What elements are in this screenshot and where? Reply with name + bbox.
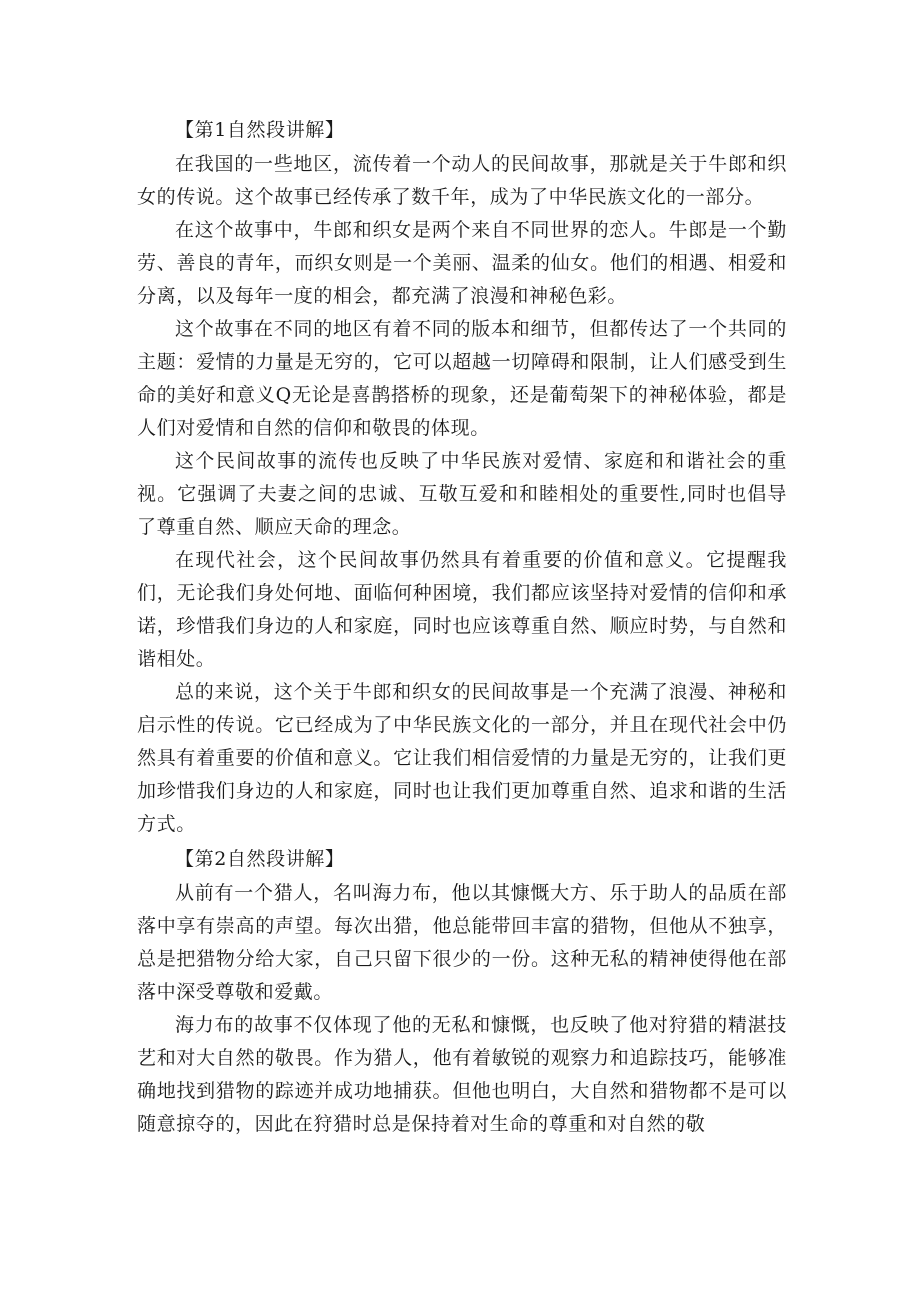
section-2-paragraph-1: 从前有一个猎人，名叫海力布，他以其慷慨大方、乐于助人的品质在部落中享有崇高的声望。每次出猎，他总能带回丰富的猎物，但他从不独享，总是把猎物分给大家，自己只留下很少的一份。这种无私的精神使得他在部落中深受尊敬和爱戴。 (137, 882, 787, 1003)
section-1-paragraph-2: 在这个故事中，牛郎和织女是两个来自不同世界的恋人。牛郎是一个勤劳、善良的青年，而织女则是一个美丽、温柔的仙女。他们的相遇、相爱和分离，以及每年一度的相会，都充满了浪漫和神秘色彩。 (137, 219, 787, 307)
section-1-paragraph-3: 这个故事在不同的地区有着不同的版本和细节，但都传达了一个共同的主题：爱情的力量是无穷的，它可以超越一切障碍和限制，让人们感受到生命的美好和意义Q无论是喜鹊搭桥的现象，还是葡萄架下的神秘体验，都是人们对爱情和自然的信仰和敬畏的体现。 (137, 318, 787, 439)
section-1-paragraph-4: 这个民间故事的流传也反映了中华民族对爱情、家庭和和谐社会的重视。它强调了夫妻之间的忠诚、互敬互爱和和睦相处的重要性,同时也倡导了尊重自然、顺应天命的理念。 (137, 450, 787, 538)
section-2-heading: 【第2自然段讲解】 (175, 848, 345, 870)
section-1-paragraph-5: 在现代社会，这个民间故事仍然具有着重要的价值和意义。它提醒我们，无论我们身处何地、面临何种困境，我们都应该坚持对爱情的信仰和承诺，珍惜我们身边的人和家庭，同时也应该尊重自然、顺应时势，与自然和谐相处。 (137, 549, 787, 670)
section-1-paragraph-6: 总的来说，这个关于牛郎和织女的民间故事是一个充满了浪漫、神秘和启示性的传说。它已经成为了中华民族文化的一部分，并且在现代社会中仍然具有着重要的价值和意义。它让我们相信爱情的力量是无穷的，让我们更加珍惜我们身边的人和家庭，同时也让我们更加尊重自然、追求和谐的生活方式。 (137, 681, 787, 835)
section-1-heading: 【第1自然段讲解】 (175, 119, 345, 141)
section-1-paragraph-1: 在我国的一些地区，流传着一个动人的民间故事，那就是关于牛郎和织女的传说。这个故事已经传承了数千年，成为了中华民族文化的一部分。 (137, 153, 787, 208)
section-2-paragraph-2: 海力布的故事不仅体现了他的无私和慷慨，也反映了他对狩猎的精湛技艺和对大自然的敬畏。作为猎人，他有着敏锐的观察力和追踪技巧，能够准确地找到猎物的踪迹并成功地捕获。但他也明白，大自然和猎物都不是可以随意掠夺的，因此在狩猎时总是保持着对生命的尊重和对自然的敬 (137, 1014, 787, 1135)
